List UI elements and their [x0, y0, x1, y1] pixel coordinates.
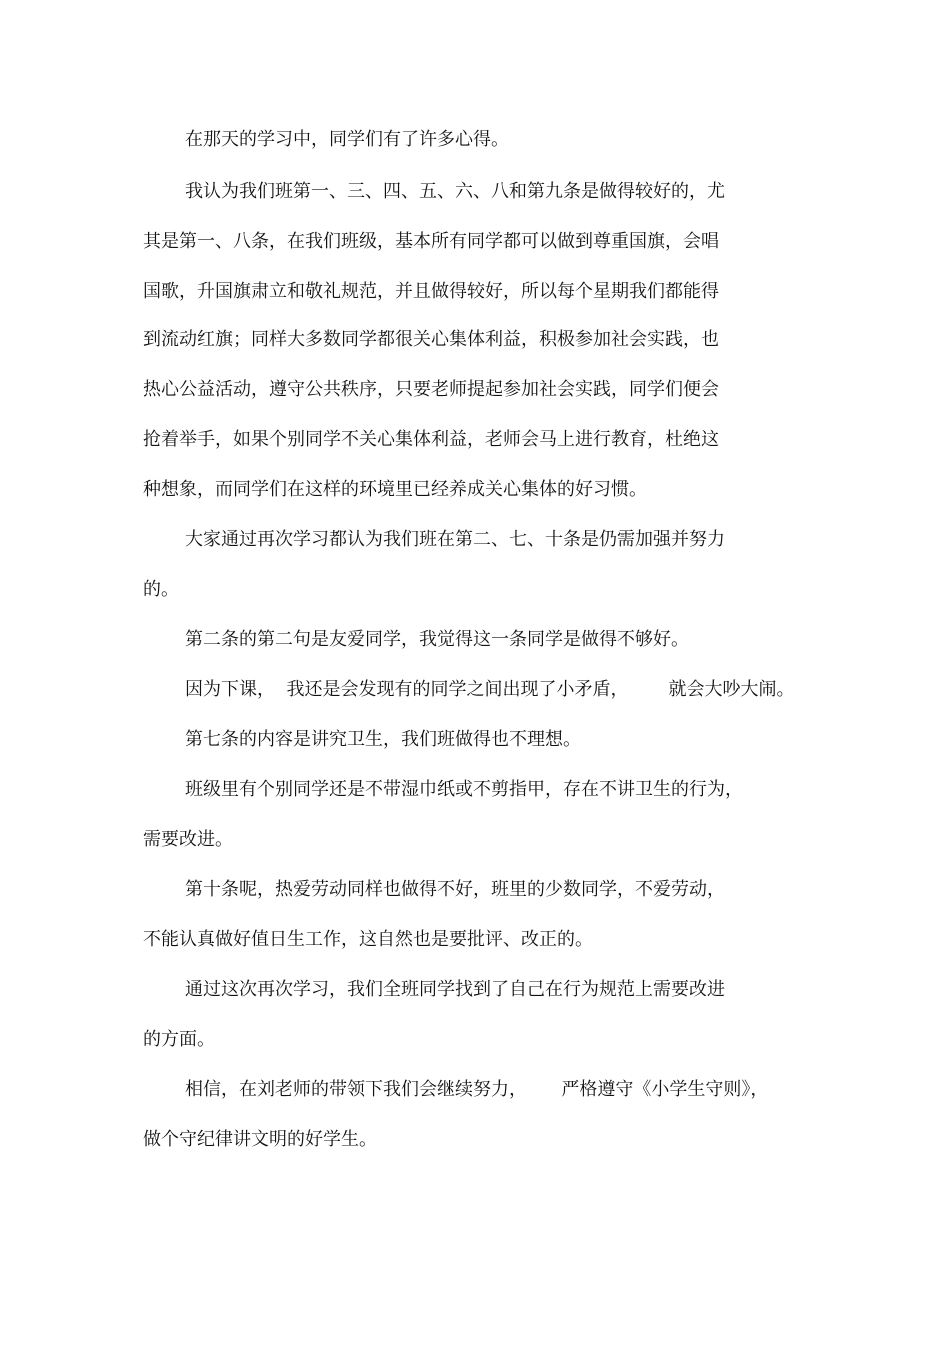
text-line-20: 相信，在刘老师的带领下我们会继续努力， 严格遵守《小学生守则》，	[185, 1079, 769, 1100]
text-line-4: 国歌，升国旗肃立和敬礼规范，并且做得较好，所以每个星期我们都能得	[143, 281, 719, 302]
text-line-16: 第十条呢，热爱劳动同样也做得不好，班里的少数同学，不爱劳动，	[185, 879, 725, 900]
text-line-3: 其是第一、八条，在我们班级，基本所有同学都可以做到尊重国旗，会唱	[143, 231, 719, 252]
text-line-14: 班级里有个别同学还是不带湿巾纸或不剪指甲，存在不讲卫生的行为，	[185, 779, 743, 800]
text-line-9: 大家通过再次学习都认为我们班在第二、七、十条是仍需加强并努力	[185, 529, 725, 550]
text-line-6: 热心公益活动，遵守公共秩序，只要老师提起参加社会实践，同学们便会	[143, 379, 719, 400]
text-line-17: 不能认真做好值日生工作，这自然也是要批评、改正的。	[143, 929, 593, 950]
text-line-18: 通过这次再次学习，我们全班同学找到了自己在行为规范上需要改进	[185, 979, 725, 1000]
text-line-21: 做个守纪律讲文明的好学生。	[143, 1129, 377, 1150]
text-line-7: 抢着举手，如果个别同学不关心集体利益，老师会马上进行教育，杜绝这	[143, 429, 719, 450]
text-line-12: 因为下课， 我还是会发现有的同学之间出现了小矛盾， 就会大吵大闹。	[185, 679, 795, 700]
text-line-1: 在那天的学习中，同学们有了许多心得。	[185, 129, 509, 150]
text-line-10: 的。	[143, 579, 179, 600]
text-line-13: 第七条的内容是讲究卫生，我们班做得也不理想。	[185, 729, 581, 750]
text-line-19: 的方面。	[143, 1029, 215, 1050]
text-line-2: 我认为我们班第一、三、四、五、六、八和第九条是做得较好的，尤	[185, 181, 725, 202]
text-line-15: 需要改进。	[143, 829, 233, 850]
text-line-11: 第二条的第二句是友爱同学，我觉得这一条同学是做得不够好。	[185, 629, 689, 650]
text-line-5: 到流动红旗；同样大多数同学都很关心集体利益，积极参加社会实践，也	[143, 329, 719, 350]
text-line-8: 种想象，而同学们在这样的环境里已经养成关心集体的好习惯。	[143, 479, 647, 500]
